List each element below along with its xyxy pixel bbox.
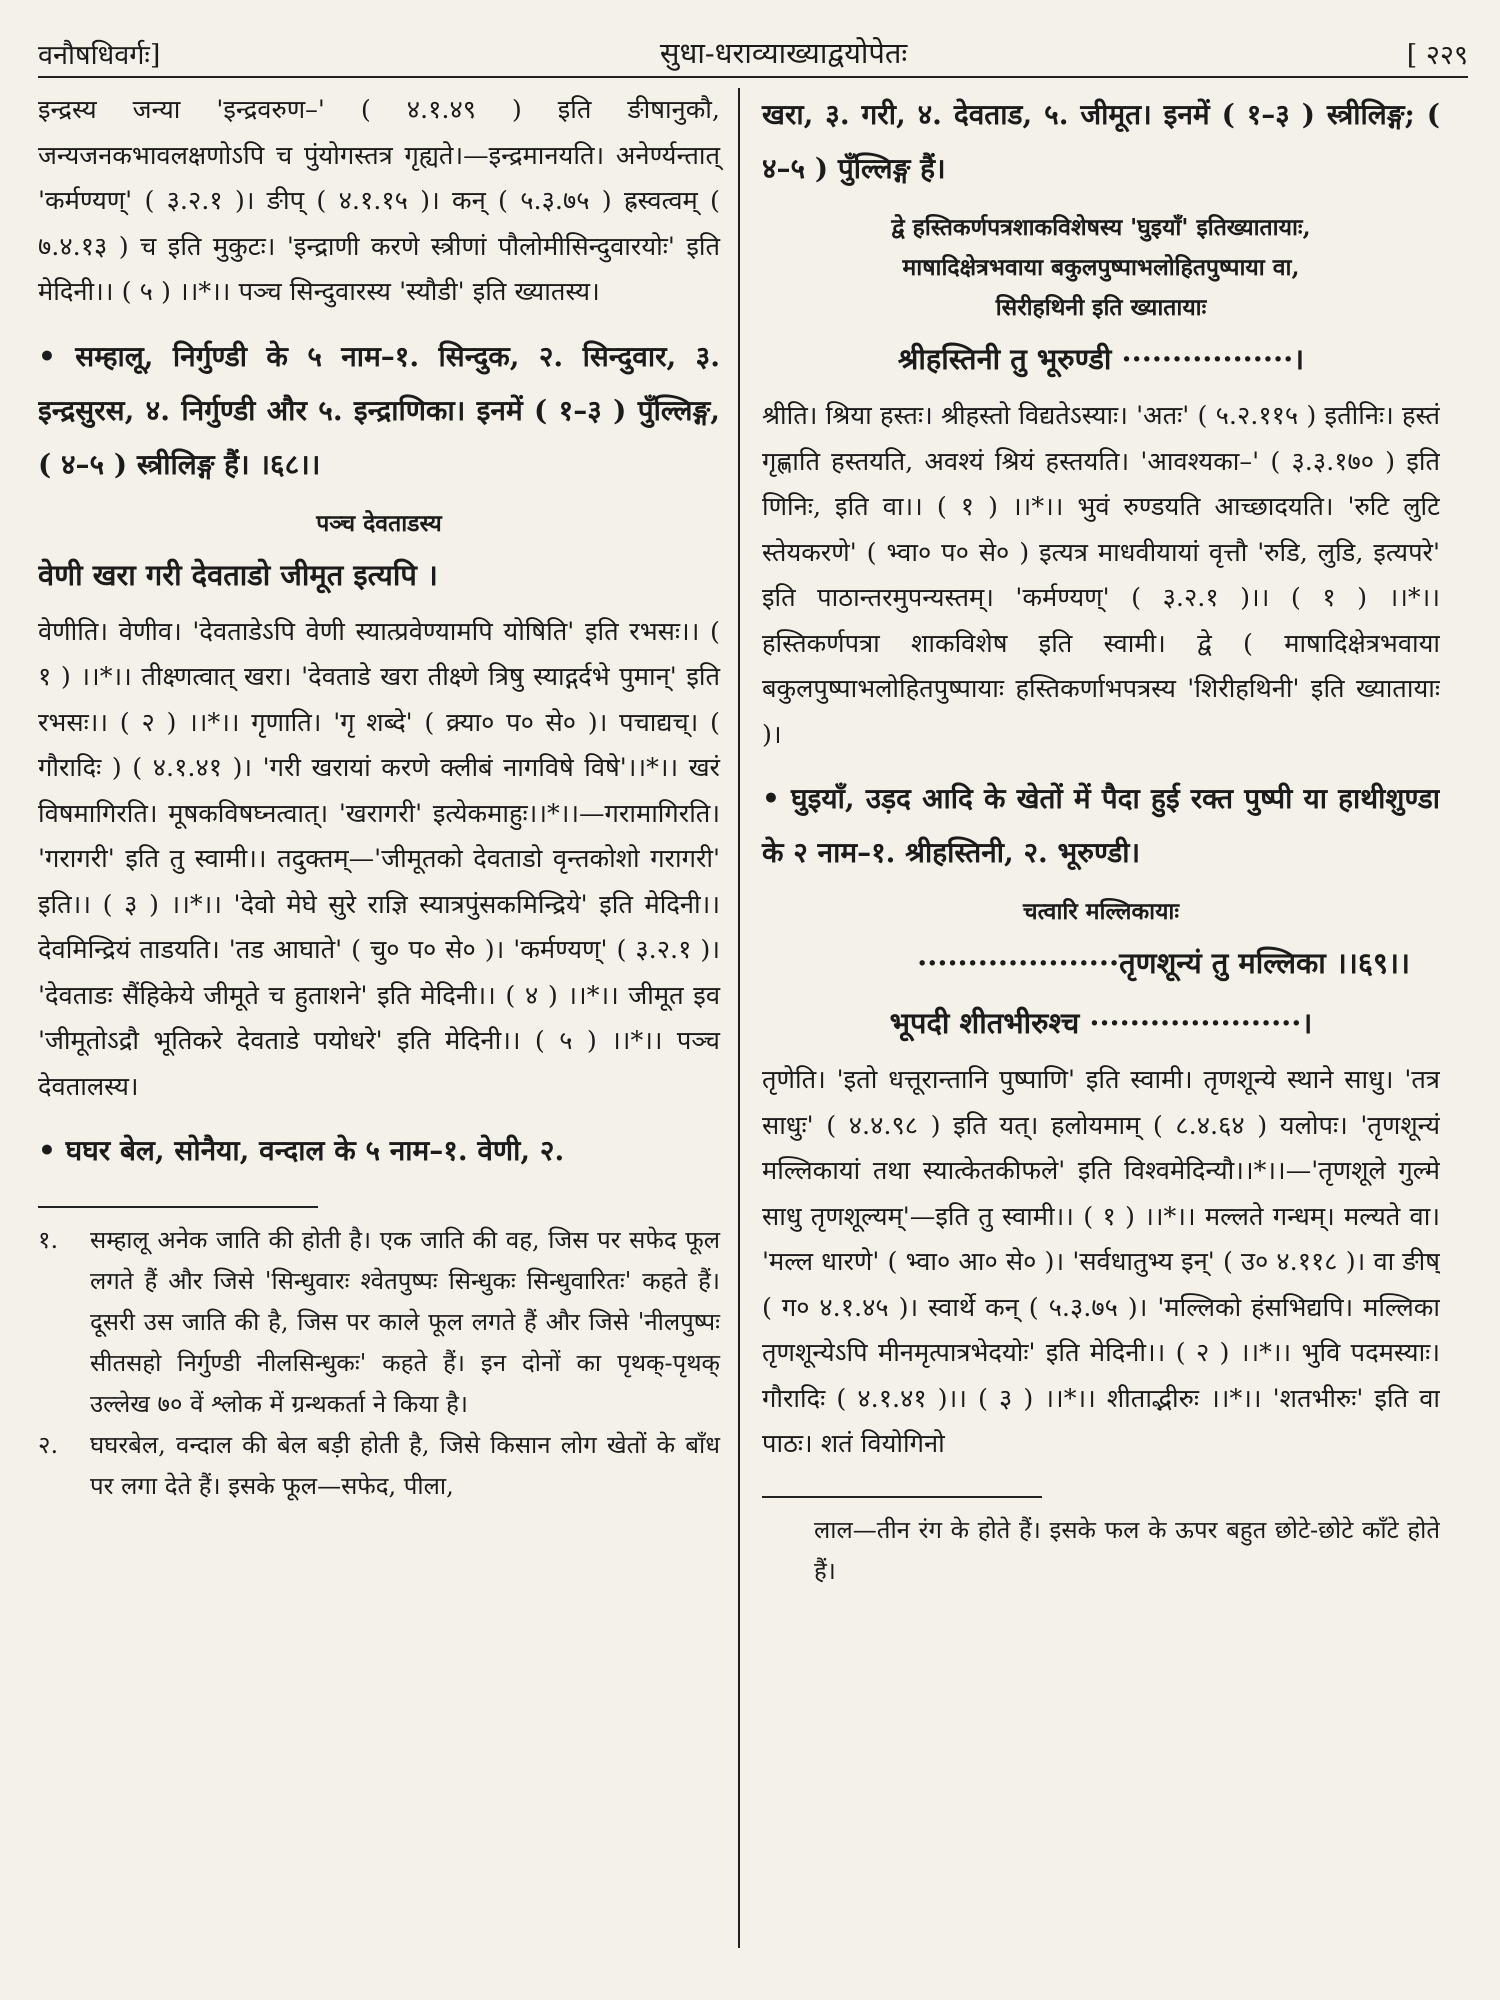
verse-line: ····················तृणशून्यं तु मल्लिका ।।६९।। — [917, 946, 1410, 980]
header-section-title: वनौषधिवर्गः] — [38, 40, 161, 71]
hindi-summary: • सम्हालू, निर्गुण्डी के ५ नाम–१. सिन्दुक, २. सिन्दुवार, ३. इन्द्रसुरस, ४. निर्गुण्डी और ५. इन्द्राणिका। इनमें ( १–३ ) पुँल्लिङ्ग, ( ४–५ ) स्त्रीलिङ्ग हैं। ।६८।। — [38, 339, 720, 481]
footnote-number: २. — [38, 1431, 59, 1459]
hindi-summary: • घुइयाँ, उड़द आदि के खेतों में पैदा हुई रक्त पुष्पी या हाथीशुण्डा के २ नाम–१. श्रीहस्तिनी, २. भूरुण्डी। — [762, 782, 1440, 869]
left-column — [38, 88, 738, 1948]
verse-line: वेणी खरा गरी देवताडो जीमूत इत्यपि । — [38, 557, 438, 592]
footnote — [38, 1220, 720, 1425]
commentary-paragraph: इन्द्रस्य जन्या 'इन्द्रवरुण–' ( ४.१.४९ ) इति ङीषानुकौ, जन्यजनकभावलक्षणोऽपि च पुंयोगस्तत्र गृह्यते।—इन्द्रमानयति। अनेर्ण्यन्तात् 'कर्मण्यण्' ( ३.२.१ )। ङीप् ( ४.१.१५ )। कन् ( ५.३.७५ ) ह्रस्वत्वम् ( ७.४.१३ ) च इति मुकुटः। 'इन्द्राणी करणे स्त्रीणां पौलोमीसिन्दुवारयोः' इति मेदिनी।। ( ५ ) ।।*।। पञ्च सिन्दुवारस्य 'स्यौडी' इति ख्यातस्य। — [38, 95, 720, 307]
footnote-text: सम्हालू अनेक जाति की होती है। एक जाति की वह, जिस पर सफेद फूल लगते हैं और जिसे 'सिन्धुवारः श्वेतपुष्पः सिन्धुकः सिन्धुवारितः' कहते हैं। दूसरी उस जाति की है, जिस पर काले फूल लगते हैं और जिसे 'नीलपुष्पः सीतसहो निर्गुण्डी नीलसिन्धुकः' कहते हैं। इन दोनों का पृथक्-पृथक् उल्लेख ७० वें श्लोक में ग्रन्थकर्ता ने किया है। — [90, 1226, 720, 1418]
footnote-rule — [38, 1206, 318, 1208]
verse-line: भूपदी शीतभीरुश्च ·····················। — [889, 1006, 1313, 1040]
footnote-text: घघरबेल, वन्दाल की बेल बड़ी होती है, जिसे किसान लोग खेतों के बाँध पर लगा देते हैं। इसके फूल—सफेद, पीला, — [90, 1431, 720, 1500]
commentary-paragraph: वेणीति। वेणीव। 'देवताडेऽपि वेणी स्यात्प्रवेण्यामपि योषिति' इति रभसः।। ( १ ) ।।*।। तीक्ष्णत्वात् खरा। 'देवताडे खरा तीक्ष्णे त्रिषु स्याद्गर्दभे पुमान्' इति रभसः।। ( २ ) ।।*।। गृणाति। 'गृ शब्दे' ( क्र्या० प० से० )। पचाद्यच्। ( गौरादिः ) ( ४.१.४१ )। 'गरी खरायां करणे क्लीबं नागविषे विषे'।।*।। खरं विषमागिरति। मूषकविषघ्नत्वात्। 'खरागरी' इत्येकमाहुः।।*।।—गरामागिरति। 'गरागरी' इति तु स्वामी।। तदुक्तम्—'जीमूतको देवताडो वृन्तकोशो गरागरी' इति।। ( ३ ) ।।*।। 'देवो मेघे सुरे राज्ञि स्यात्रपुंसकमिन्द्रिये' इति मेदिनी।। देवमिन्द्रियं ताडयति। 'तड आघाते' ( चु० प० से० )। 'कर्मण्यण्' ( ३.२.१ )। 'देवताडः सैंहिकेये जीमूते च हुताशने' इति मेदिनी।। ( ४ ) ।।*।। जीमूत इव 'जीमूतोऽद्रौ भूतिकरे देवताडे पयोधरे' इति मेदिनी।। ( ५ ) ।।*।। पञ्च देवतालस्य। — [38, 616, 720, 1102]
commentary-paragraph: तृणेति। 'इतो धत्तूरान्तानि पुष्पाणि' इति स्वामी। तृणशून्ये स्थाने साधु। 'तत्र साधुः' ( ४.४.९८ ) इति यत्। हलोयमाम् ( ८.४.६४ ) यलोपः। 'तृणशून्यं मल्लिकायां तथा स्यात्केतकीफले' इति विश्वमेदिन्यौ।।*।।—'तृणशूले गुल्मे साधु तृणशूल्यम्'—इति तु स्वामी।। ( १ ) ।।*।। मल्लते गन्धम्। मल्यते वा। 'मल्ल धारणे' ( भ्वा० आ० से० )। 'सर्वधातुभ्य इन्' ( उ० ४.११८ )। वा ङीष् ( ग० ४.१.४५ )। स्वार्थे कन् ( ५.३.७५ )। 'मल्लिको हंसभिद्यपि। मल्लिका तृणशून्येऽपि मीनमृत्पात्रभेदयोः' इति मेदिनी।। ( २ ) ।।*।। भुवि पदमस्याः। गौरादिः ( ४.१.४१ )।। ( ३ ) ।।*।। शीताद्भीरुः ।।*।। 'शतभीरुः' इति वा पाठः। शतं वियोगिनो — [762, 1065, 1440, 1459]
section-heading-line: माषादिक्षेत्रभवाया बकुलपुष्पाभलोहितपुष्पाया वा, — [902, 254, 1300, 281]
footnote — [38, 1425, 720, 1507]
hindi-summary: • घघर बेल, सोनैया, वन्दाल के ५ नाम–१. वेणी, २. — [38, 1134, 565, 1167]
section-heading-line: सिरीहथिनी इति ख्यातायाः — [995, 294, 1207, 321]
verse-line: श्रीहस्तिनी तु भूरुण्डी ·················। — [897, 342, 1305, 376]
running-header — [38, 26, 1468, 78]
commentary-paragraph: श्रीति। श्रिया हस्तः। श्रीहस्तो विद्यतेऽस्याः। 'अतः' ( ५.२.११५ ) इतीनिः। हस्तं गृह्णाति हस्तयति, अवश्यं श्रियं हस्तयति। 'आवश्यका–' ( ३.३.१७० ) इति णिनिः, इति वा।। ( १ ) ।।*।। भुवं रुण्डयति आच्छादयति। 'रुटि लुटि स्तेयकरणे' ( भ्वा० प० से० ) इत्यत्र माधवीयायां वृत्तौ 'रुडि, लुडि, इत्यपरे' इति पाठान्तरमुपन्यस्तम्। 'कर्मण्यण्' ( ३.२.१ )।। ( १ ) ।।*।। हस्तिकर्णपत्रा शाकविशेष इति स्वामी। द्वे ( माषादिक्षेत्रभवाया बकुलपुष्पाभलोहितपुष्पायाः हस्तिकर्णाभपत्रस्य 'शिरीहथिनी' इति ख्यातायाः )। — [762, 401, 1440, 750]
section-heading — [762, 208, 1440, 328]
two-column-body — [38, 88, 1468, 1948]
header-page-number: [ २२९ — [1406, 40, 1468, 71]
header-book-title: सुधा-धराव्याख्याद्वयोपेतः — [659, 36, 908, 70]
section-heading: पञ्च देवताडस्य — [316, 509, 442, 537]
footnote-number: १. — [38, 1226, 59, 1254]
right-column — [740, 88, 1440, 1948]
footnote-rule — [762, 1496, 1042, 1498]
section-heading-line: द्वे हस्तिकर्णपत्रशाकविशेषस्य 'घुइयाँ' इतिख्यातायाः, — [891, 214, 1311, 241]
footnote-continuation: लाल—तीन रंग के होते हैं। इसके फल के ऊपर बहुत छोटे-छोटे काँटे होते हैं। — [814, 1515, 1440, 1585]
hindi-summary: खरा, ३. गरी, ४. देवताड, ५. जीमूत। इनमें ( १–३ ) स्त्रीलिङ्ग; ( ४–५ ) पुँल्लिङ्ग हैं। — [762, 98, 1440, 185]
section-heading: चत्वारि मल्लिकायाः — [1022, 898, 1180, 925]
